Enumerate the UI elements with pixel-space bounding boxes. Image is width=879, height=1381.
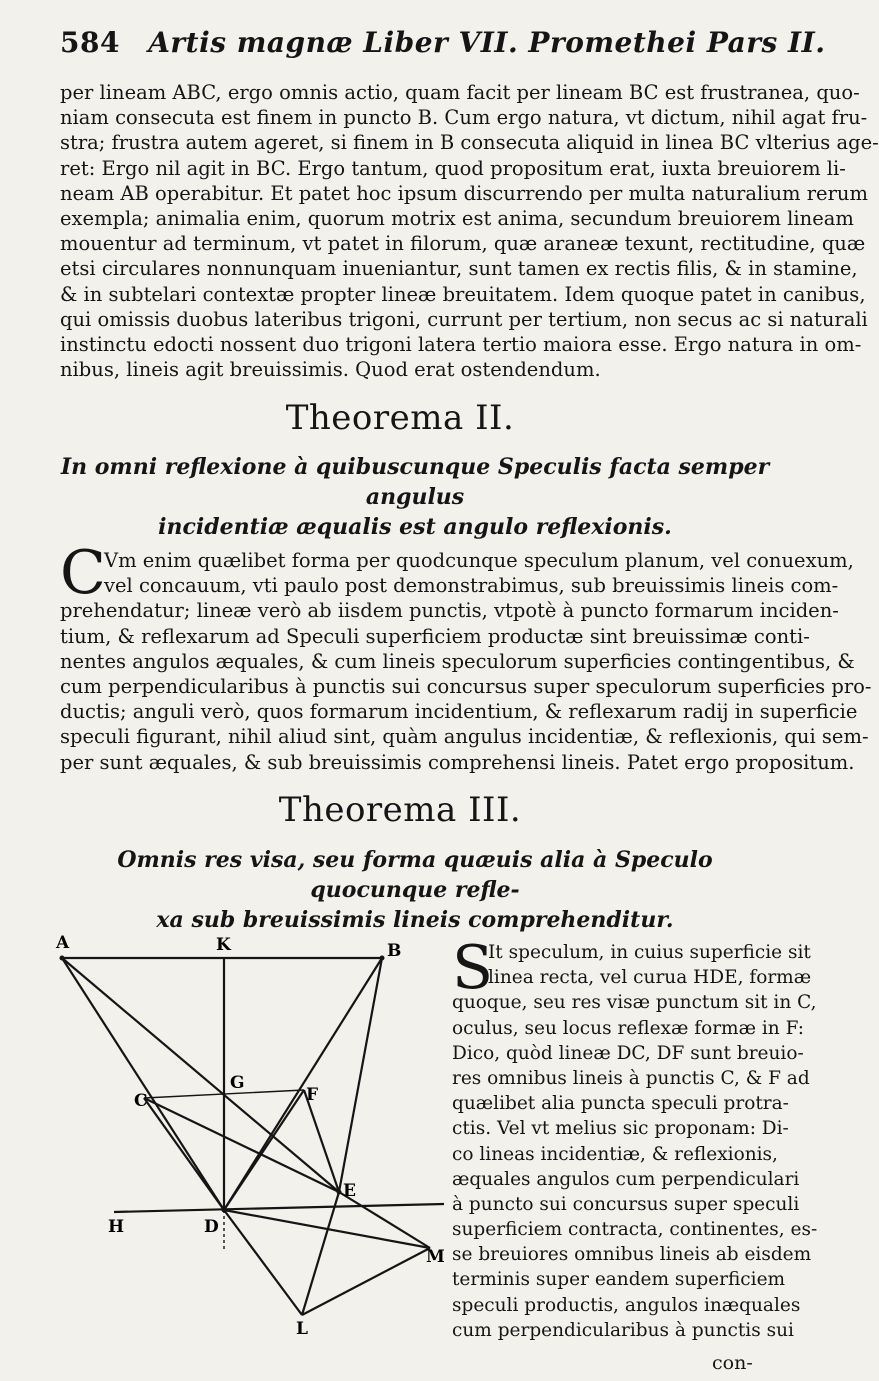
text-line: cum perpendicularibus à punctis sui concursus super speculorum superficies pro-	[60, 674, 872, 698]
text-line: æquales angulos cum perpendiculari	[452, 1168, 800, 1190]
text-line: cum perpendicularibus à punctis sui	[452, 1319, 794, 1341]
text-line: etsi circulares nonnunquam inueniantur, sunt tamen ex rectis filis, & in stamine,	[60, 257, 858, 281]
running-title: Artis magnæ Liber VII. Promethei Pars II.	[148, 26, 826, 59]
label-k: K	[216, 935, 231, 955]
text-line: mouentur ad terminum, vt patet in filorum, quæ araneæ texunt, rectitudine, quæ	[60, 232, 866, 256]
label-l: L	[296, 1319, 308, 1339]
paragraph-proof-conclusion	[60, 80, 879, 382]
line-dl	[224, 1210, 302, 1315]
text-line: vel concauum, vti paulo post demonstrabimus, sub breuissimis lineis com-	[104, 574, 839, 598]
label-m: M	[426, 1247, 445, 1267]
text-line: quælibet alia puncta speculi protra-	[452, 1093, 789, 1115]
text-line: ductis; anguli verò, quos formarum incidentium, & reflexarum radij in superficie	[60, 700, 858, 724]
catchword: con-	[712, 1352, 753, 1374]
text-line: Dico, quòd lineæ DC, DF sunt breuio-	[452, 1042, 804, 1064]
reflection-diagram	[54, 930, 446, 1340]
text-line: per sunt æquales, & sub breuissimis comprehensi lineis. Patet ergo propositum.	[60, 750, 855, 774]
line-ad	[62, 958, 224, 1210]
text-line: ret: Ergo nil agit in BC. Ergo tantum, quod propositum erat, iuxta breuiorem li-	[60, 156, 846, 180]
text-line: oculus, seu locus reflexæ formæ in F:	[452, 1017, 804, 1039]
text-line: niam consecuta est finem in puncto B. Cum ergo natura, vt dictum, nihil agat fru-	[60, 106, 868, 130]
line-ce	[144, 1098, 339, 1192]
statement-line: In omni reflexione à quibuscunque Speculis facta semper angulus	[60, 454, 770, 510]
label-c: C	[134, 1091, 148, 1111]
text-line: It speculum, in cuius superficie sit	[488, 942, 811, 963]
text-line: speculi productis, angulos inæquales	[452, 1294, 801, 1316]
text-line: quoque, seu res visæ punctum sit in C,	[452, 992, 817, 1014]
text-line: per lineam ABC, ergo omnis actio, quam facit per lineam BC est frustranea, quo-	[60, 81, 860, 104]
drop-cap-s: S	[452, 933, 494, 1003]
text-line: Vm enim quælibet forma per quodcunque speculum planum, vel conuexum,	[104, 549, 854, 572]
label-f: F	[306, 1085, 319, 1105]
text-line: superficiem contracta, continentes, es-	[452, 1219, 818, 1241]
text-line: stra; frustra autem ageret, si finem in B consecuta aliquid in linea BC vlterius age-	[60, 131, 879, 155]
text-line: instinctu edocti nossent duo trigoni latera tertio maiora esse. Ergo natura in om-	[60, 332, 862, 356]
label-g: G	[230, 1073, 245, 1093]
text-line: exempla; animalia enim, quorum motrix est anima, secundum breuiorem lineam	[60, 206, 854, 230]
theorem-2-statement	[60, 452, 770, 542]
statement-line: xa sub breuissimis lineis comprehenditur.	[156, 907, 674, 933]
text-line: qui omissis duobus lateribus trigoni, currunt per tertium, non secus ac si naturali	[60, 307, 868, 331]
text-line: terminis super eandem superficiem	[452, 1269, 786, 1291]
text-line: ctis. Vel vt melius sic proponam: Di-	[452, 1118, 789, 1140]
label-d: D	[204, 1217, 219, 1237]
label-b: B	[387, 941, 402, 961]
mirror-line-hde	[114, 1204, 444, 1212]
page-number: 584	[60, 26, 120, 59]
line-ae	[62, 958, 339, 1192]
running-header	[60, 26, 826, 66]
line-lm	[302, 1248, 430, 1315]
line-el	[302, 1192, 339, 1315]
label-a: A	[56, 933, 70, 953]
line-cd	[144, 1098, 224, 1210]
line-fd	[224, 1090, 304, 1210]
text-line: nentes angulos æquales, & cum lineis speculorum superficies contingentibus, &	[60, 649, 855, 673]
theorem-3-proof	[452, 933, 818, 1343]
statement-line: Omnis res visa, seu forma quæuis alia à Speculo quocunque refle-	[117, 847, 713, 903]
theorem-3-heading: Theorema III.	[278, 790, 522, 830]
text-line: se breuiores omnibus lineis ab eisdem	[452, 1244, 812, 1266]
drop-cap-c: C	[60, 538, 106, 608]
text-line: neam AB operabitur. Et patet hoc ipsum discurrendo per multa naturalium rerum	[60, 181, 868, 205]
label-e: E	[343, 1181, 356, 1201]
text-line: à puncto sui concursus super speculi	[452, 1193, 800, 1215]
theorem-3-statement	[60, 845, 770, 935]
text-line: nibus, lineis agit breuissimis. Quod erat ostendendum.	[60, 358, 601, 382]
text-line: speculi figurant, nihil aliud sint, quàm angulus incidentiæ, & reflexionis, qui sem-	[60, 725, 869, 749]
text-line: co lineas incidentiæ, & reflexionis,	[452, 1143, 778, 1165]
theorem-2-proof	[60, 548, 872, 775]
text-line: tium, & reflexarum ad Speculi superficiem productæ sint breuissimæ conti-	[60, 624, 810, 648]
theorem-2-heading: Theorema II.	[285, 398, 515, 438]
text-line: res omnibus lineis à punctis C, & F ad	[452, 1067, 810, 1089]
text-line: prehendatur; lineæ verò ab iisdem punctis, vtpotè à puncto formarum inciden-	[60, 599, 839, 623]
label-h: H	[108, 1217, 125, 1237]
text-line: linea recta, vel curua HDE, formæ	[488, 967, 812, 989]
statement-line: incidentiæ æqualis est angulo reflexionis.	[158, 514, 672, 540]
text-line: & in subtelari contextæ propter lineæ breuitatem. Idem quoque patet in canibus,	[60, 282, 866, 306]
